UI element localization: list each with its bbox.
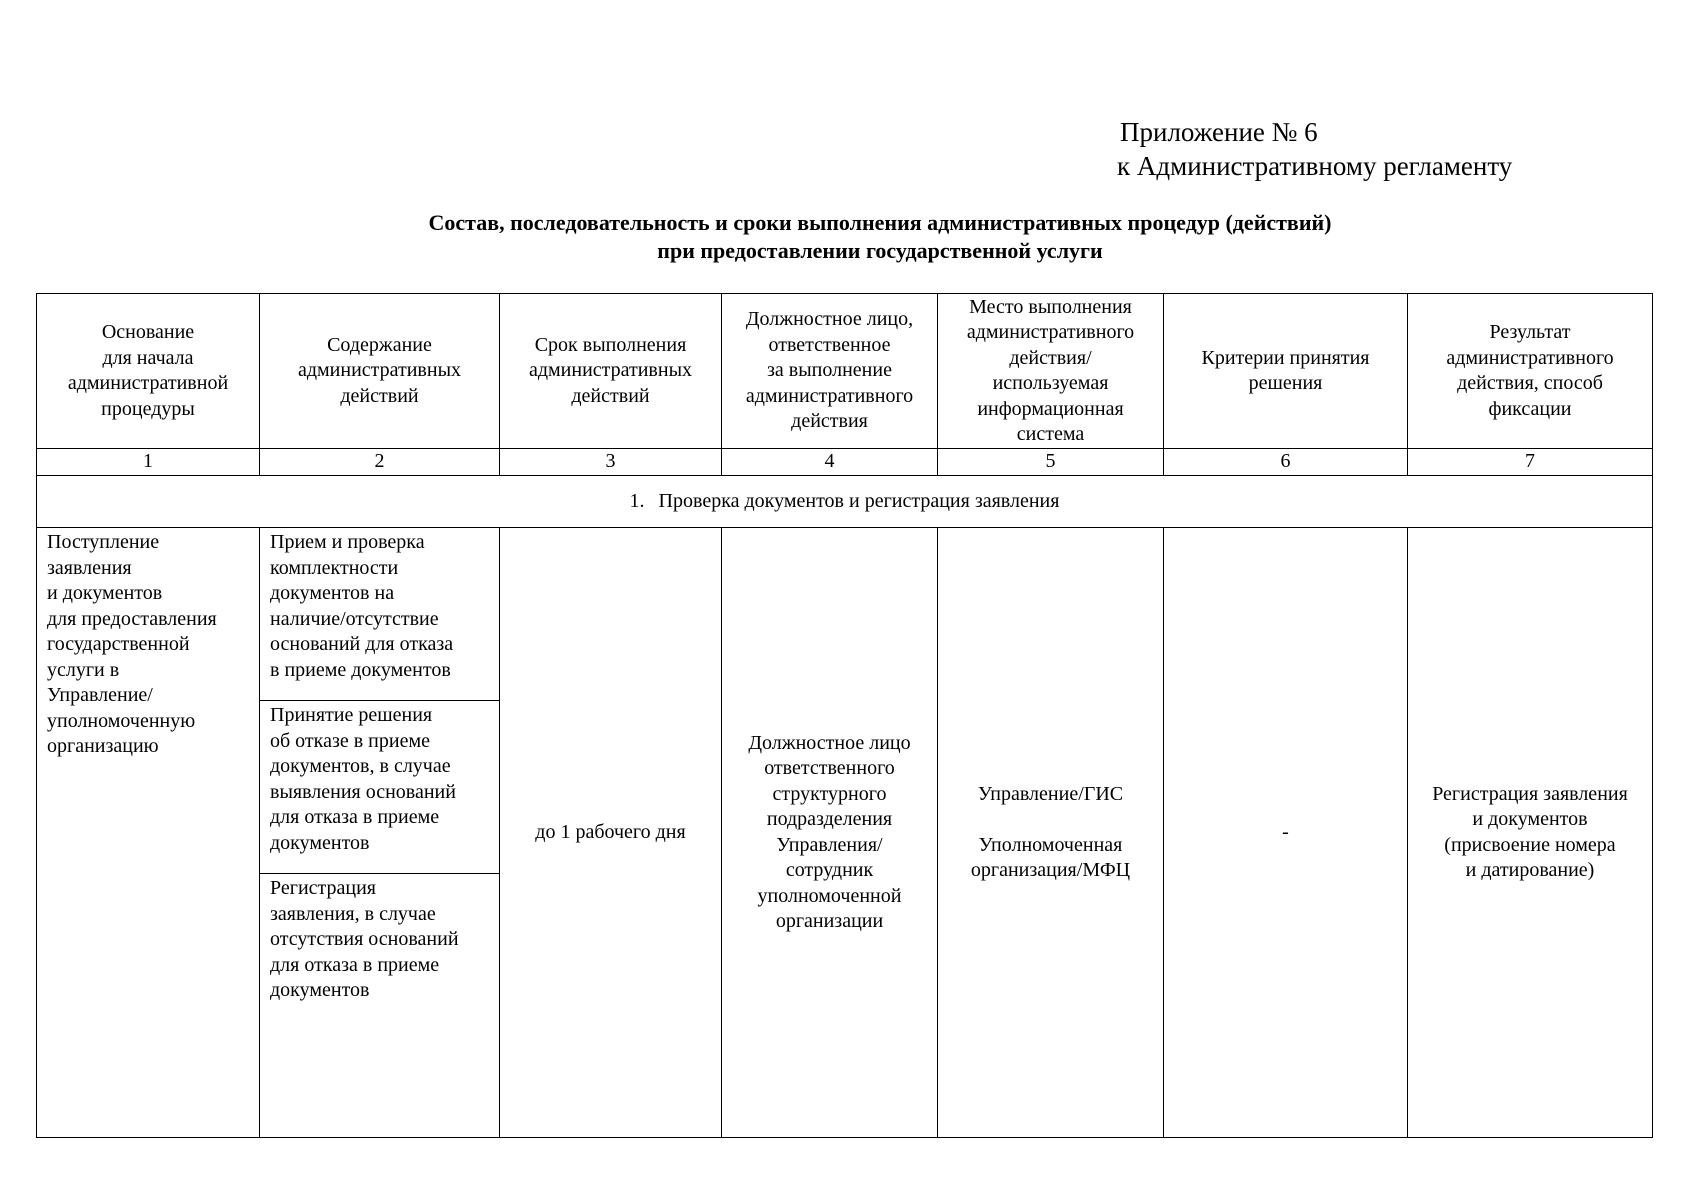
action-cell: Регистрация заявления, в случае отсутствия оснований для отказа в приеме документов [260, 874, 500, 1138]
header-place: Место выполнения административного действия/ используемая информационная система [938, 294, 1164, 449]
column-number: 1 [37, 449, 260, 476]
action-cell: Прием и проверка комплектности документов на наличие/отсутствие оснований для отказа в приеме документов [260, 528, 500, 701]
document-title-line-2: при предоставлении государственной услуги [657, 238, 1103, 263]
header-deadline: Срок выполнения административных действий [500, 294, 722, 449]
header-official: Должностное лицо, ответственное за выполнение административного действия [722, 294, 938, 449]
section-heading [37, 476, 1653, 528]
action-cell: Принятие решения об отказе в приеме документов, в случае выявления оснований для отказа в приеме документов [260, 701, 500, 874]
appendix-number: Приложение № 6 [1120, 117, 1318, 147]
column-number: 6 [1164, 449, 1408, 476]
header-basis: Основание для начала административной процедуры [37, 294, 260, 449]
document-title [0, 209, 1697, 265]
section-row [37, 476, 1653, 528]
table-row [37, 528, 1653, 701]
column-number: 4 [722, 449, 938, 476]
procedures-table [36, 293, 1653, 1138]
section-title: Проверка документов и регистрация заявления [658, 489, 1060, 512]
column-number: 7 [1408, 449, 1653, 476]
column-number: 5 [938, 449, 1164, 476]
section-number: 1. [629, 489, 645, 512]
appendix-reference: к Административному регламенту [1117, 151, 1513, 181]
column-numbers-row [37, 449, 1653, 476]
appendix-heading [1117, 115, 1512, 183]
column-number: 3 [500, 449, 722, 476]
criteria-cell: - [1164, 528, 1408, 1138]
official-cell: Должностное лицо ответственного структурного подразделения Управления/ сотрудник уполномоченной организации [722, 528, 938, 1138]
column-number: 2 [260, 449, 500, 476]
header-criteria: Критерии принятия решения [1164, 294, 1408, 449]
deadline-cell: до 1 рабочего дня [500, 528, 722, 1138]
place-cell: Управление/ГИС Уполномоченная организация/МФЦ [938, 528, 1164, 1138]
header-actions: Содержание административных действий [260, 294, 500, 449]
basis-cell: Поступление заявления и документов для предоставления государственной услуги в Управление/ уполномоченную организацию [37, 528, 260, 1138]
result-cell: Регистрация заявления и документов (присвоение номера и датирование) [1408, 528, 1653, 1138]
document-title-line-1: Состав, последовательность и сроки выполнения административных процедур (действий) [428, 210, 1332, 235]
table-header-row [37, 294, 1653, 449]
header-result: Результат административного действия, способ фиксации [1408, 294, 1653, 449]
